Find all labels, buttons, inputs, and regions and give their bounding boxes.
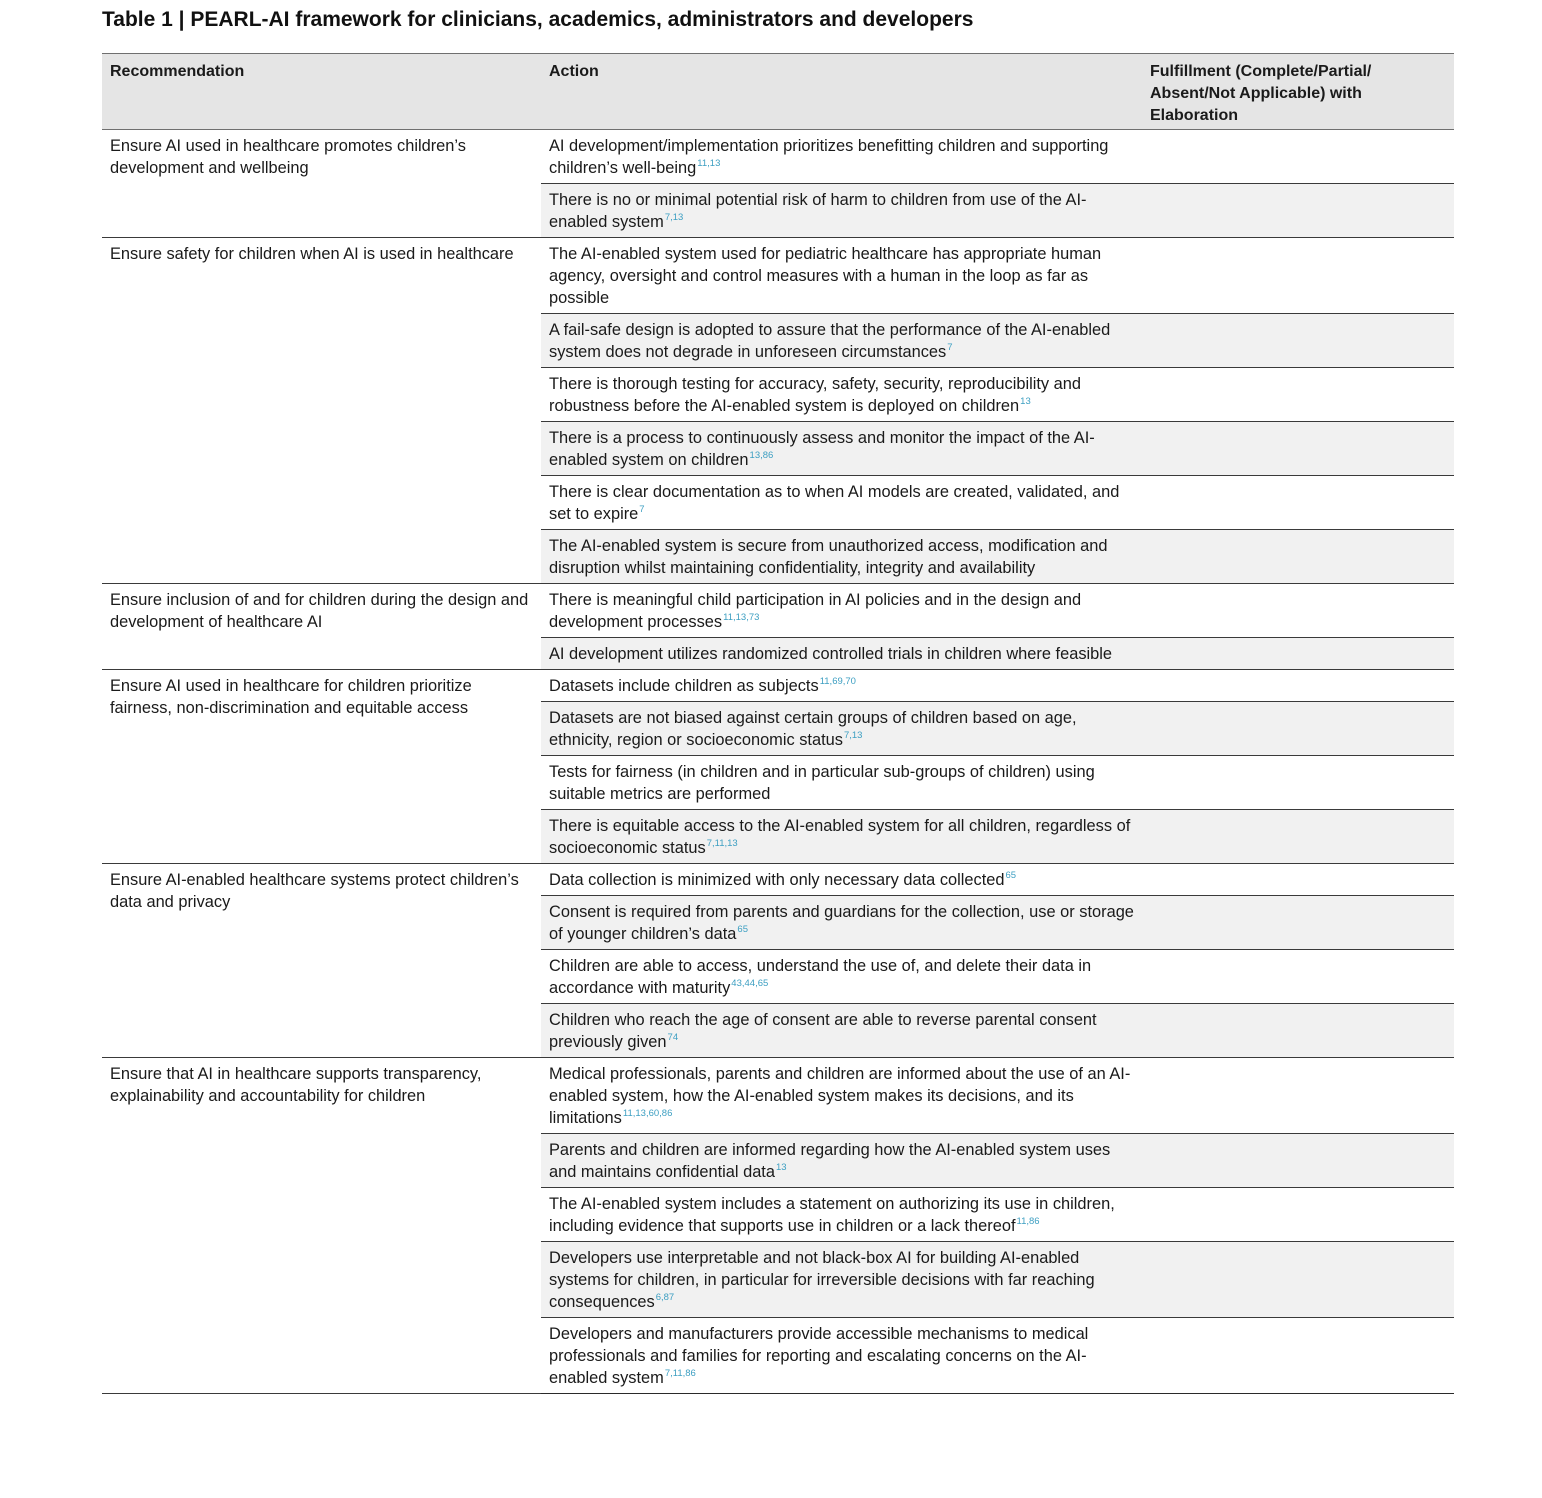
citation-reference[interactable]: 6,87 (655, 1292, 675, 1303)
table-row (102, 864, 1454, 896)
action-text: The AI-enabled system used for pediatric healthcare has appropriate human agency, oversight and control measures with a human in the loop as far as possible (549, 245, 1102, 307)
fulfillment-cell[interactable] (1142, 368, 1454, 422)
fulfillment-cell[interactable] (1142, 584, 1454, 638)
action-cell (541, 864, 1142, 896)
recommendation-cell: Ensure that AI in healthcare supports transparency, explainability and accountability for children (102, 1058, 541, 1394)
fulfillment-cell[interactable] (1142, 950, 1454, 1004)
action-cell (541, 638, 1142, 670)
action-cell (541, 422, 1142, 476)
fulfillment-cell[interactable] (1142, 184, 1454, 238)
action-text: AI development/implementation prioritizes benefitting children and supporting children’s well-being (549, 137, 1109, 177)
fulfillment-cell[interactable] (1142, 130, 1454, 184)
action-text: There is clear documentation as to when AI models are created, validated, and set to expire (549, 483, 1120, 523)
citation-reference[interactable]: 74 (667, 1032, 679, 1043)
fulfillment-cell[interactable] (1142, 476, 1454, 530)
action-cell (541, 950, 1142, 1004)
action-cell (541, 368, 1142, 422)
recommendation-cell: Ensure inclusion of and for children during the design and development of healthcare AI (102, 584, 541, 670)
fulfillment-cell[interactable] (1142, 1134, 1454, 1188)
action-cell (541, 702, 1142, 756)
fulfillment-cell[interactable] (1142, 530, 1454, 584)
action-text: There is meaningful child participation in AI policies and in the design and development processes (549, 591, 1082, 631)
action-cell (541, 1318, 1142, 1394)
action-text: Data collection is minimized with only necessary data collected (549, 871, 1005, 889)
action-cell (541, 476, 1142, 530)
action-text: Datasets are not biased against certain groups of children based on age, ethnicity, region or socioeconomic status (549, 709, 1077, 749)
fulfillment-cell[interactable] (1142, 422, 1454, 476)
citation-reference[interactable]: 7,13 (664, 212, 684, 223)
pearl-ai-table (102, 53, 1454, 1394)
action-text: The AI-enabled system includes a statement on authorizing its use in children, including evidence that supports use in children or a lack thereof (549, 1195, 1115, 1235)
citation-reference[interactable]: 13 (775, 1162, 787, 1173)
action-cell (541, 1188, 1142, 1242)
citation-reference[interactable]: 11,86 (1016, 1216, 1040, 1227)
action-text: Datasets include children as subjects (549, 677, 819, 695)
action-text: Children are able to access, understand the use of, and delete their data in accordance with maturity (549, 957, 1092, 997)
fulfillment-cell[interactable] (1142, 638, 1454, 670)
action-text: There is thorough testing for accuracy, safety, security, reproducibility and robustness before the AI-enabled system is deployed on children (549, 375, 1082, 415)
fulfillment-cell[interactable] (1142, 1004, 1454, 1058)
fulfillment-cell[interactable] (1142, 1058, 1454, 1134)
table-row (102, 130, 1454, 184)
citation-reference[interactable]: 65 (1005, 870, 1017, 881)
action-cell (541, 810, 1142, 864)
fulfillment-cell[interactable] (1142, 1318, 1454, 1394)
fulfillment-cell[interactable] (1142, 864, 1454, 896)
recommendation-cell: Ensure AI used in healthcare promotes children’s development and wellbeing (102, 130, 541, 238)
action-cell (541, 1242, 1142, 1318)
citation-reference[interactable]: 7 (639, 504, 645, 515)
action-text: Medical professionals, parents and children are informed about the use of an AI-enabled system, how the AI-enabled system makes its decisions, and its limitations (549, 1065, 1131, 1127)
citation-reference[interactable]: 13 (1020, 396, 1031, 407)
citation-reference[interactable]: 11,69,70 (819, 676, 856, 687)
citation-reference[interactable]: 11,13,73 (723, 612, 760, 623)
fulfillment-cell[interactable] (1142, 702, 1454, 756)
action-cell (541, 670, 1142, 702)
action-text: Children who reach the age of consent are able to reverse parental consent previously given (549, 1011, 1097, 1051)
action-text: Developers use interpretable and not black-box AI for building AI-enabled systems for children, in particular for irreversible decisions with far reaching consequences (549, 1249, 1095, 1311)
action-text: There is equitable access to the AI-enabled system for all children, regardless of socioeconomic status (549, 817, 1131, 857)
citation-reference[interactable]: 7 (947, 342, 953, 353)
action-text: Parents and children are informed regarding how the AI-enabled system uses and maintains confidential data (549, 1141, 1111, 1181)
action-cell (541, 756, 1142, 810)
table-row (102, 238, 1454, 314)
citation-reference[interactable]: 43,44,65 (731, 978, 769, 989)
action-cell (541, 184, 1142, 238)
fulfillment-cell[interactable] (1142, 896, 1454, 950)
table-title: Table 1 | PEARL-AI framework for clinicians, academics, administrators and developers (102, 8, 974, 31)
fulfillment-cell[interactable] (1142, 314, 1454, 368)
fulfillment-cell[interactable] (1142, 238, 1454, 314)
action-text: Developers and manufacturers provide accessible mechanisms to medical professionals and families for reporting and escalating concerns on the AI-enabled system (549, 1325, 1089, 1387)
table-row (102, 584, 1454, 638)
citation-reference[interactable]: 11,13,60,86 (622, 1108, 673, 1119)
citation-reference[interactable]: 13,86 (749, 450, 774, 461)
action-cell (541, 584, 1142, 638)
table-row (102, 1058, 1454, 1134)
recommendation-cell: Ensure AI-enabled healthcare systems protect children’s data and privacy (102, 864, 541, 1058)
action-text: There is no or minimal potential risk of harm to children from use of the AI-enabled system (549, 191, 1087, 231)
citation-reference[interactable]: 65 (737, 924, 748, 935)
header-recommendation: Recommendation (102, 54, 541, 130)
action-cell (541, 530, 1142, 584)
action-text: AI development utilizes randomized controlled trials in children where feasible (549, 645, 1113, 663)
fulfillment-cell[interactable] (1142, 756, 1454, 810)
table-body (102, 130, 1454, 1394)
header-fulfillment: Fulfillment (Complete/Partial/ Absent/Not Applicable) with Elaboration (1142, 54, 1454, 130)
recommendation-cell: Ensure safety for children when AI is used in healthcare (102, 238, 541, 584)
fulfillment-cell[interactable] (1142, 670, 1454, 702)
action-cell (541, 896, 1142, 950)
citation-reference[interactable]: 7,11,86 (664, 1368, 696, 1379)
fulfillment-cell[interactable] (1142, 810, 1454, 864)
table-header (102, 54, 1454, 130)
citation-reference[interactable]: 7,13 (843, 730, 863, 741)
action-cell (541, 1004, 1142, 1058)
action-text: There is a process to continuously assess and monitor the impact of the AI-enabled system on children (549, 429, 1095, 469)
action-cell (541, 130, 1142, 184)
header-row (102, 54, 1454, 130)
action-cell (541, 1134, 1142, 1188)
header-action: Action (541, 54, 1142, 130)
fulfillment-cell[interactable] (1142, 1242, 1454, 1318)
citation-reference[interactable]: 11,13 (697, 158, 721, 169)
action-text: Consent is required from parents and guardians for the collection, use or storage of younger children’s data (549, 903, 1134, 943)
table-row (102, 670, 1454, 702)
citation-reference[interactable]: 7,11,13 (706, 838, 738, 849)
action-text: A fail-safe design is adopted to assure that the performance of the AI-enabled system does not degrade in unforeseen circumstances (549, 321, 1111, 361)
recommendation-cell: Ensure AI used in healthcare for children prioritize fairness, non-discrimination and equitable access (102, 670, 541, 864)
fulfillment-cell[interactable] (1142, 1188, 1454, 1242)
action-cell (541, 314, 1142, 368)
action-cell (541, 1058, 1142, 1134)
action-text: The AI-enabled system is secure from unauthorized access, modification and disruption whilst maintaining confidentiality, integrity and availability (549, 537, 1108, 577)
action-cell (541, 238, 1142, 314)
action-text: Tests for fairness (in children and in particular sub-groups of children) using suitable metrics are performed (549, 763, 1095, 803)
